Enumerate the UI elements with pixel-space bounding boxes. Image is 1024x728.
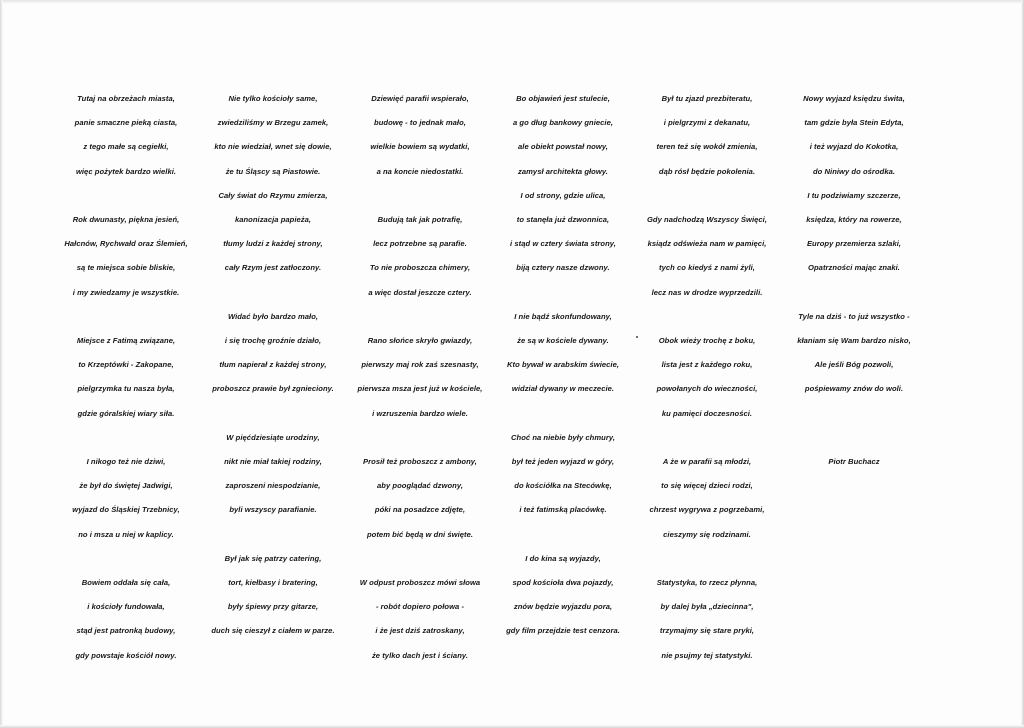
- poem-line: Ale jeśli Bóg pozwoli,: [814, 360, 894, 370]
- poem-line: że tu Śląscy są Piastowie.: [225, 166, 321, 176]
- poem-line: że są w kościele dywany.: [517, 336, 609, 345]
- poem-line: pośpiewamy znów do woli.: [804, 384, 904, 394]
- poem-line: kto nie wiedział, wnet się dowie,: [214, 142, 332, 152]
- poem-line: - robót dopiero połowa -: [375, 602, 465, 612]
- poem-line: cieszymy się rodzinami.: [663, 529, 751, 539]
- poem-line: Statystyka, to rzecz płynna,: [656, 578, 758, 587]
- poem-line: że tylko dach jest i ściany.: [371, 650, 469, 660]
- poem-line: cały Rzym jest zatłoczony.: [224, 263, 322, 273]
- poem-line: to Krzeptówki - Zakopane,: [78, 360, 174, 370]
- poem-line: A że w parafii są młodzi,: [662, 457, 752, 466]
- poem-line: Rok dwunasty, piękna jesień,: [72, 215, 180, 224]
- poem-line: i stąd w cztery świata strony,: [510, 239, 616, 249]
- poem-line: Obok wieży trochę z boku,: [658, 336, 756, 345]
- poem-line: no i msza u niej w kaplicy.: [78, 529, 174, 539]
- poem-line: Tyle na dziś - to już wszystko -: [798, 311, 910, 321]
- poem-line: I nie bądź skonfundowany,: [514, 311, 612, 321]
- poem-line: tych co kiedyś z nami żyli,: [659, 263, 755, 273]
- poem-line: Dziewięć parafii wspierało,: [371, 94, 469, 103]
- poem-line: póki na posadzce zdjęte,: [374, 505, 466, 515]
- poem-line: nie psujmy tej statystyki.: [661, 650, 753, 660]
- scan-edge-left: [0, 0, 3, 728]
- poem-line: Bowiem oddała się cała,: [81, 578, 171, 587]
- poem-line: był też jeden wyjazd w góry,: [511, 457, 615, 466]
- poem-line: zwiedziliśmy w Brzegu zamek,: [217, 118, 329, 128]
- poem-line: Piotr Buchacz: [828, 457, 880, 466]
- poem-line: I tu podziwiamy szczerze,: [807, 190, 901, 200]
- poem-line: potem bić będą w dni święte.: [366, 529, 474, 539]
- poem-line: biją cztery nasze dzwony.: [516, 263, 610, 273]
- poem-line: zamysł architekta głowy.: [518, 166, 608, 176]
- poem-line: Choć na niebie były chmury,: [510, 432, 616, 442]
- poem-line: dąb rósł będzie pokolenia.: [658, 166, 756, 176]
- poem-line: Budują tak jak potrafię,: [377, 215, 463, 224]
- stray-dot: [636, 336, 638, 338]
- poem-line: i też fatimską placówkę.: [519, 505, 607, 515]
- poem-line: proboszcz prawie był zgnieciony.: [212, 384, 334, 394]
- poem-line: więc pożytek bardzo wielki.: [75, 166, 177, 176]
- poem-line: Europy przemierza szlaki,: [806, 239, 902, 249]
- poem-line: wyjazd do Śląskiej Trzebnicy,: [72, 505, 180, 515]
- poem-line: lista jest z każdego roku,: [661, 360, 753, 370]
- poem-line: tłum napierał z każdej strony,: [219, 360, 327, 370]
- poem-line: znów będzie wyjazdu pora,: [513, 602, 613, 612]
- poem-line: I do kina są wyjazdy,: [525, 553, 601, 563]
- poem-line: i wzruszenia bardzo wiele.: [372, 408, 468, 418]
- poem-line: W pięćdziesiąte urodziny,: [226, 432, 320, 442]
- poem-line: z tego małe są cegiełki,: [83, 142, 169, 152]
- poem-line: spod kościoła dwa pojazdy,: [512, 578, 614, 587]
- poem-line: są te miejsca sobie bliskie,: [76, 263, 176, 273]
- poem-line: Rano słońce skryło gwiazdy,: [367, 336, 473, 345]
- poem-line: do Niniwy do ośrodka.: [812, 166, 896, 176]
- poem-line: Bo objawień jest stulecie,: [516, 94, 610, 103]
- poem-line: były śpiewy przy gitarze,: [227, 602, 319, 612]
- poem-line: byli wszyscy parafianie.: [229, 505, 317, 515]
- poem-line: panie smaczne pieką ciasta,: [74, 118, 178, 128]
- poem-line: teren też się wokół zmienia,: [656, 142, 758, 152]
- poem-line: by dalej była „dziecinna",: [660, 602, 754, 612]
- poem-line: duch się cieszył z ciałem w parze.: [211, 626, 335, 636]
- poem-line: W odpust proboszcz mówi słowa: [359, 578, 481, 587]
- poem-line: to się więcej dzieci rodzi,: [661, 481, 753, 491]
- poem-line: aby pooglądać dzwony,: [377, 481, 463, 491]
- poem-line: zaproszeni niespodzianie,: [225, 481, 321, 491]
- poem-line: do kościółka na Stecówkę,: [514, 481, 612, 491]
- poem-line: lecz potrzebne są parafie.: [373, 239, 467, 249]
- poem-line: i my zwiedzamy je wszystkie.: [72, 287, 180, 297]
- poem-line: ale obiekt powstał nowy,: [518, 142, 608, 152]
- poem-line: a na koncie niedostatki.: [376, 166, 464, 176]
- poem-line: pielgrzymka tu nasza była,: [77, 384, 175, 394]
- poem-line: kanonizacja papieża,: [234, 215, 312, 224]
- poem-line: I od strony, gdzie ulica,: [520, 190, 606, 200]
- poem-line: a go dług bankowy gniecie,: [512, 118, 614, 128]
- poem-line: a więc dostał jeszcze cztery.: [368, 287, 472, 297]
- poem-line: Tutaj na obrzeżach miasta,: [77, 94, 175, 103]
- poem-line: Hałcnów, Rychwałd oraz Ślemień,: [64, 239, 188, 249]
- poem-line: pierwszy maj rok zaś szesnasty,: [361, 360, 479, 370]
- poem-line: Był jak się patrzy catering,: [224, 553, 322, 563]
- poem-line: i się trochę groźnie działo,: [224, 336, 322, 345]
- poem-line: Prosił też proboszcz z ambony,: [363, 457, 477, 466]
- poem-line: Widać było bardzo mało,: [227, 311, 319, 321]
- poem-line: i pielgrzymi z dekanatu,: [663, 118, 751, 128]
- poem-line: Kto bywał w arabskim świecie,: [506, 360, 620, 370]
- poem-line: ksiądz odświeża nam w pamięci,: [647, 239, 767, 249]
- poem-line: Nie tylko kościoły same,: [228, 94, 318, 103]
- poem-line: gdy powstaje kościół nowy.: [75, 650, 177, 660]
- poem-line: pierwsza msza jest już w kościele,: [357, 384, 483, 394]
- poem-line: ku pamięci doczesności.: [661, 408, 753, 418]
- poem-line: trzymajmy się stare pryki,: [659, 626, 755, 636]
- poem-line: kłaniam się Wam bardzo nisko,: [797, 336, 911, 345]
- scan-edge-top: [0, 0, 1024, 4]
- poem-line: księdza, który na rowerze,: [806, 215, 902, 224]
- poem-line: tort, kiełbasy i bratering,: [228, 578, 318, 587]
- poem-line: lecz nas w drodze wyprzedzili.: [651, 287, 763, 297]
- poem-line: wielkie bowiem są wydatki,: [370, 142, 470, 152]
- poem-line: budowę - to jednak mało,: [374, 118, 466, 128]
- poem-line: To nie proboszcza chimery,: [369, 263, 471, 273]
- poem-line: i kościoły fundowała,: [87, 602, 165, 612]
- poem-line: nikt nie miał takiej rodziny,: [224, 457, 322, 466]
- poem-line: tam gdzie była Stein Edyta,: [804, 118, 904, 128]
- poem-line: że był do świętej Jadwigi,: [79, 481, 173, 491]
- poem-line: Gdy nadchodzą Wszyscy Święci,: [646, 215, 768, 224]
- poem-line: widział dywany w meczecie.: [511, 384, 615, 394]
- poem-line: Nowy wyjazd księdzu świta,: [803, 94, 905, 103]
- poem-line: i też wyjazd do Kokotka,: [809, 142, 899, 152]
- poem-line: tłumy ludzi z każdej strony,: [223, 239, 323, 249]
- poem-line: gdy film przejdzie test cenzora.: [506, 626, 620, 636]
- poem-line: Cały świat do Rzymu zmierza,: [218, 190, 328, 200]
- poem-line: Opatrzności mając znaki.: [808, 263, 900, 273]
- poem-line: I nikogo też nie dziwi,: [86, 457, 166, 466]
- poem-line: Był tu zjazd prezbiteratu,: [661, 94, 753, 103]
- poem-line: gdzie góralskiej wiary siła.: [77, 408, 175, 418]
- poem-line: stąd jest patronką budowy,: [76, 626, 176, 636]
- poem-line: to stanęła już dzwonnica,: [516, 215, 610, 224]
- poem-line: Miejsce z Fatimą związane,: [76, 336, 176, 345]
- poem-line: i że jest dziś zatroskany,: [375, 626, 465, 636]
- poem-line: powołanych do wieczności,: [656, 384, 758, 394]
- poem-line: chrzest wygrywa z pogrzebami,: [649, 505, 765, 515]
